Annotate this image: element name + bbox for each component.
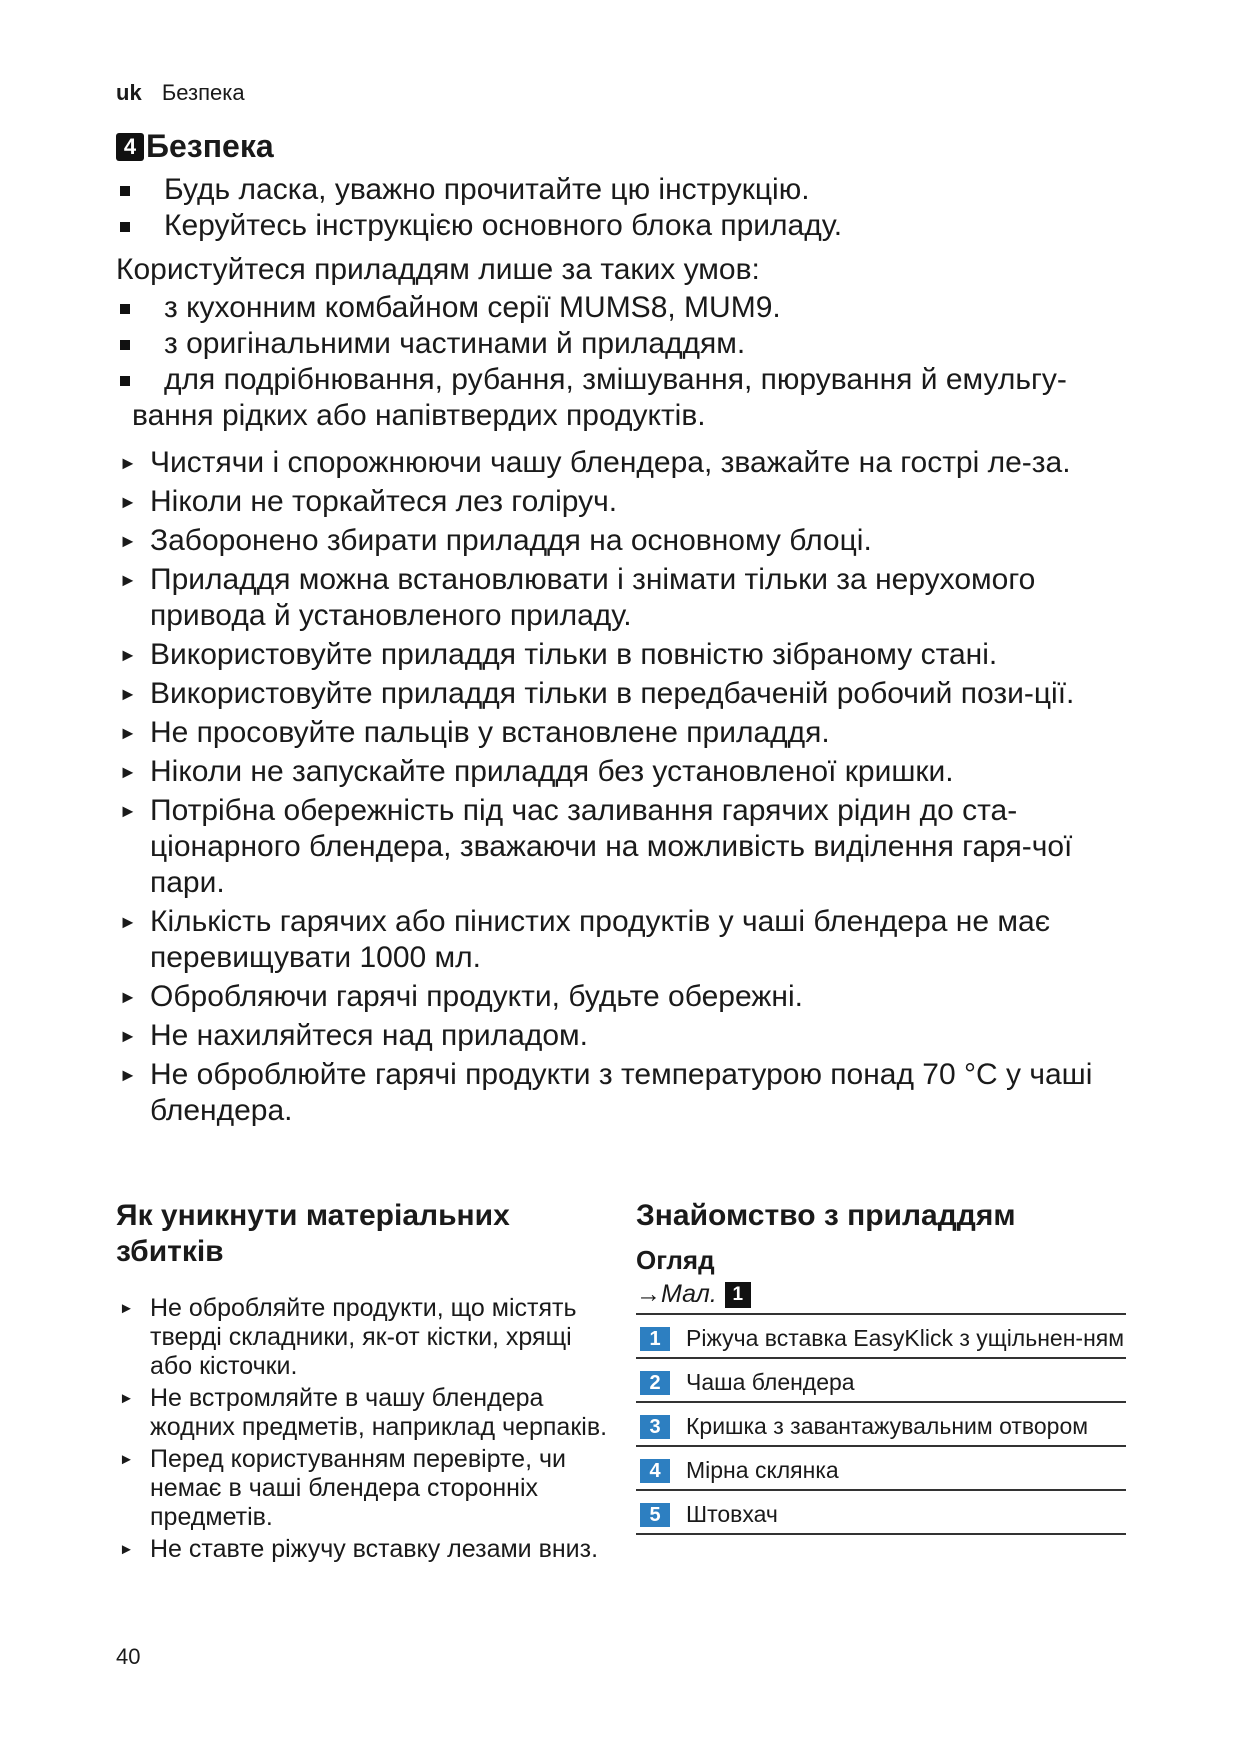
part-row xyxy=(636,1403,1126,1447)
damage-section xyxy=(116,1198,616,1567)
safety-title: Безпека xyxy=(146,128,274,164)
overview-section xyxy=(636,1198,1126,1535)
part-name: Штовхач xyxy=(686,1501,778,1527)
condition-item-continuation: вання рідких або напівтвердих продуктів. xyxy=(132,399,706,432)
damage-list xyxy=(116,1294,616,1564)
language-code: uk xyxy=(116,80,142,105)
part-row xyxy=(636,1359,1126,1403)
bullet-triangle-icon: ► xyxy=(119,1300,134,1317)
warning-item: ► Чистячи і спорожнюючи чашу блендера, зважайте на гострі ле-за. xyxy=(119,446,1071,479)
warning-item: ► Використовуйте приладдя тільки в передбаченій робочий пози-ції. xyxy=(119,677,1075,710)
figure-reference[interactable] xyxy=(636,1280,1126,1309)
general-item: Керуйтесь інструкцією основного блока приладу. xyxy=(116,208,1146,244)
general-list xyxy=(116,172,1146,244)
safety-heading xyxy=(116,128,274,165)
warning-item: ► Ніколи не торкайтеся лез голіруч. xyxy=(119,485,618,518)
overview-title: Знайомство з приладдям xyxy=(636,1199,1016,1232)
warning-item: ► Не оброблюйте гарячі продукти з температурою понад 70 °C у чаші блендера. xyxy=(119,1058,1093,1127)
warning-item: ► Ніколи не запускайте приладдя без установленої кришки. xyxy=(119,755,954,788)
overview-subtitle: Огляд xyxy=(636,1245,715,1275)
conditions-intro: Користуйтеся приладдям лише за таких умов: xyxy=(116,253,760,286)
page-number: 40 xyxy=(116,1644,141,1669)
part-number-badge: 3 xyxy=(640,1415,670,1439)
bullet-triangle-icon: ► xyxy=(119,762,137,782)
damage-item: ► Не ставте ріжучу вставку лезами вниз. xyxy=(119,1535,599,1563)
bullet-triangle-icon: ► xyxy=(119,1026,137,1046)
safety-section xyxy=(116,172,1146,1129)
arrow-icon: → xyxy=(636,1280,661,1308)
part-name: Чаша блендера xyxy=(686,1369,855,1395)
condition-item: для подрібнювання, рубання, змішування, пюрування й емульгу- вання рідких або напівтвердих продуктів. xyxy=(116,362,1146,434)
part-number-badge: 4 xyxy=(640,1459,670,1483)
part-number-badge: 2 xyxy=(640,1371,670,1395)
bullet-triangle-icon: ► xyxy=(119,453,137,473)
damage-title: Як уникнути матеріальних збитків xyxy=(116,1199,510,1268)
damage-item: ► Не обробляйте продукти, що містять тверді складники, як-от кістки, хрящі або кісточки. xyxy=(119,1294,577,1380)
general-item: Будь ласка, уважно прочитайте цю інструкцію. xyxy=(116,172,1146,208)
bullet-triangle-icon: ► xyxy=(119,723,137,743)
part-row xyxy=(636,1447,1126,1491)
condition-item: з кухонним комбайном серії MUMS8, MUM9. xyxy=(116,290,1146,326)
bullet-triangle-icon: ► xyxy=(119,1541,134,1558)
bullet-triangle-icon: ► xyxy=(119,1451,134,1468)
part-number-badge: 1 xyxy=(640,1327,670,1351)
warning-icon: 4 xyxy=(116,133,144,161)
bullet-triangle-icon: ► xyxy=(119,912,137,932)
warning-item: ► Приладдя можна встановлювати і знімати тільки за нерухомого привода й установленого приладу. xyxy=(119,563,1036,632)
part-name: Кришка з завантажувальним отвором xyxy=(686,1413,1089,1439)
warning-item: ► Потрібна обережність під час заливання гарячих рідин до ста-ціонарного блендера, зважаючи на можливість виділення гаря-чої пари. xyxy=(119,794,1073,899)
damage-item: ► Не встромляйте в чашу блендера жодних предметів, наприклад черпаків. xyxy=(119,1384,608,1441)
warning-item: ► Використовуйте приладдя тільки в повністю зібраному стані. xyxy=(119,638,998,671)
figure-label: Мал. xyxy=(661,1280,717,1308)
condition-item: з оригінальними частинами й приладдям. xyxy=(116,326,1146,362)
running-header xyxy=(116,80,245,106)
bullet-triangle-icon: ► xyxy=(119,531,137,551)
warning-item: ► Не нахиляйтеся над приладом. xyxy=(119,1019,588,1052)
warning-item: ► Заборонено збирати приладдя на основному блоці. xyxy=(119,524,872,557)
bullet-triangle-icon: ► xyxy=(119,684,137,704)
bullet-triangle-icon: ► xyxy=(119,1065,137,1085)
header-section: Безпека xyxy=(161,80,245,105)
figure-number-badge: 1 xyxy=(725,1282,751,1308)
bullet-triangle-icon: ► xyxy=(119,492,137,512)
part-name: Ріжуча вставка EasyKlick з ущільнен-ням xyxy=(686,1325,1125,1351)
part-number-badge: 5 xyxy=(640,1503,670,1527)
warning-item: ► Кількість гарячих або пінистих продуктів у чаші блендера не має перевищувати 1000 мл. xyxy=(119,905,1051,974)
damage-item: ► Перед користуванням перевірте, чи немає в чаші блендера сторонніх предметів. xyxy=(119,1445,566,1531)
part-name: Мірна склянка xyxy=(686,1457,839,1483)
warning-item: ► Обробляючи гарячі продукти, будьте обережні. xyxy=(119,980,803,1013)
part-row xyxy=(636,1315,1126,1359)
part-row xyxy=(636,1491,1126,1535)
bullet-triangle-icon: ► xyxy=(119,801,137,821)
warning-item: ► Не просовуйте пальців у встановлене приладдя. xyxy=(119,716,830,749)
bullet-triangle-icon: ► xyxy=(119,570,137,590)
conditions-list xyxy=(116,290,1146,434)
bullet-triangle-icon: ► xyxy=(119,987,137,1007)
bullet-triangle-icon: ► xyxy=(119,1390,134,1407)
bullet-triangle-icon: ► xyxy=(119,645,137,665)
warnings-list xyxy=(116,445,1146,1129)
parts-table xyxy=(636,1313,1126,1535)
